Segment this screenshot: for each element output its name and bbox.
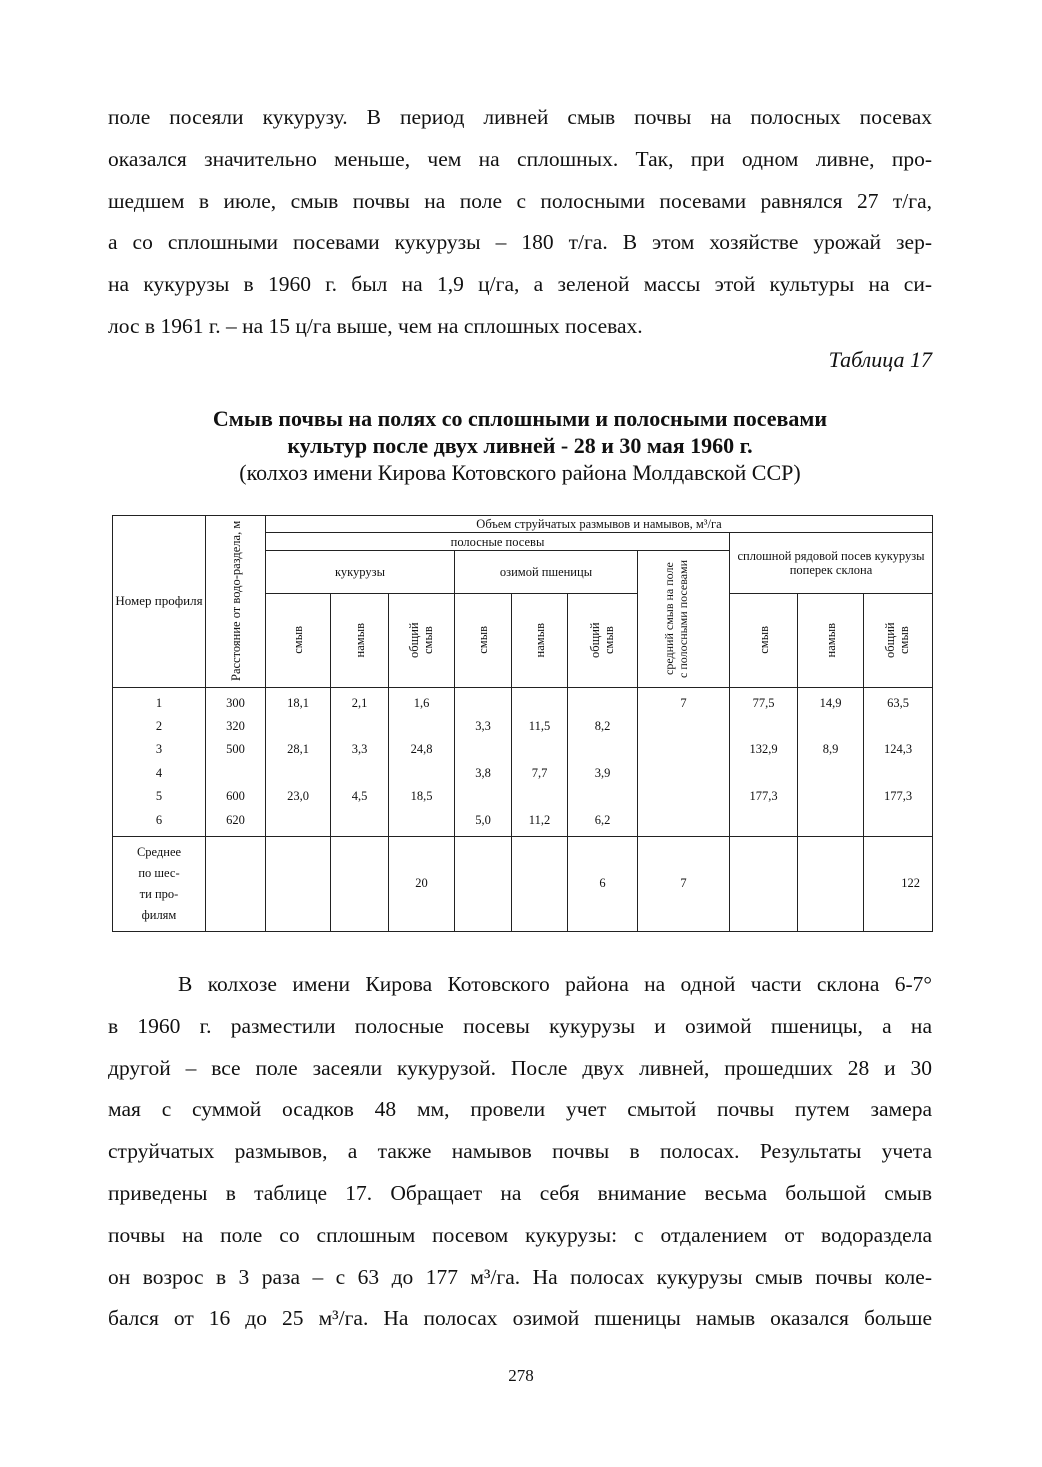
- text-line: а со сплошными посевами кукурузы – 180 т/га. В этом хозяйстве урожай зер-: [108, 230, 932, 255]
- table-cell: [455, 692, 511, 715]
- avg-wheat-total: 6: [568, 836, 638, 931]
- table-cell: 1: [155, 695, 163, 710]
- table-cell: 5,0: [475, 812, 491, 827]
- table-cell: 23,0: [287, 789, 309, 804]
- header-solid-deposit: [798, 593, 864, 687]
- table-cell: 3,9: [594, 765, 611, 780]
- table-cell: [798, 762, 863, 785]
- col-distance: [206, 687, 266, 836]
- table-cell: [389, 715, 454, 738]
- table-cell: 8,2: [594, 719, 611, 734]
- table-cell: [512, 692, 567, 715]
- text-line: другой – все поле засеяли кукурузой. После двух ливней, прошедших 28 и 30: [108, 1055, 932, 1080]
- table-cell: [266, 715, 330, 738]
- table-cell: [730, 762, 797, 785]
- text-line: струйчатых размывов, а также намывов почвы в полосах. Результаты учета: [108, 1139, 932, 1164]
- col-corn-wash: [266, 687, 331, 836]
- header-group-solid: сплошной рядовой посев кукурузы поперек склона: [730, 533, 933, 593]
- table-cell: [266, 809, 330, 832]
- header-group-main: Объем струйчатых размывов и намывов, м³/га: [266, 516, 933, 533]
- table-cell: 320: [226, 719, 245, 734]
- header-text: смыв: [291, 626, 305, 655]
- table-cell: [730, 836, 798, 931]
- text-line: оказался значительно меньше, чем на сплошных. Так, при одном ливне, про-: [108, 146, 932, 171]
- table-cell: 1,6: [413, 695, 430, 710]
- table-cell: [331, 715, 388, 738]
- table-cell: [455, 785, 511, 808]
- data-table: [112, 515, 933, 932]
- table-cell: 28,1: [287, 742, 309, 757]
- col-solid-deposit: [798, 687, 864, 836]
- header-distance-text: Расстояние от водо-раздела, м: [228, 521, 243, 682]
- header-wheat-total: [568, 593, 638, 687]
- table-cell: 4,5: [351, 789, 368, 804]
- table-cell: [389, 762, 454, 785]
- col-profiles: [113, 687, 206, 836]
- table-cell: 3,3: [351, 742, 368, 757]
- table-cell: [512, 738, 567, 761]
- table-cell: [331, 809, 388, 832]
- text-line: В колхозе имени Кирова Котовского района на одной части склона 6-7°: [178, 972, 932, 996]
- col-wheat-total: [568, 687, 638, 836]
- header-corn-total: [389, 593, 455, 687]
- table-cell: [638, 738, 729, 761]
- header-corn-wash: [266, 593, 331, 687]
- label-line: по шес-: [138, 865, 180, 880]
- table-cell: 11,2: [528, 812, 551, 827]
- col-corn-total: [389, 687, 455, 836]
- text-line: лос в 1961 г. – на 15 ц/га выше, чем на сплошных посевах.: [108, 313, 643, 338]
- table-cell: [730, 715, 797, 738]
- header-sub-corn: кукурузы: [266, 550, 455, 593]
- table-cell: 300: [226, 695, 245, 710]
- table-cell: 18,1: [287, 695, 309, 710]
- label-line: филям: [141, 907, 177, 922]
- table-cell: 63,5: [887, 695, 909, 710]
- header-corn-deposit: [331, 593, 389, 687]
- table-cell: [568, 785, 637, 808]
- table-cell: 4: [155, 765, 163, 780]
- table-cell: 7,7: [531, 765, 548, 780]
- table-cell: 600: [226, 789, 245, 804]
- table-cell: 132,9: [749, 742, 778, 757]
- table-cell: [638, 762, 729, 785]
- table-cell: 3,3: [475, 719, 491, 734]
- text-line: бался от 16 до 25 м³/га. На полосах озимой пшеницы намыв оказался больше: [108, 1306, 932, 1331]
- table-cell: [455, 836, 512, 931]
- header-text: общий смыв: [587, 622, 616, 658]
- table-cell: [331, 836, 389, 931]
- header-solid-total: [864, 593, 933, 687]
- table-cell: [206, 836, 266, 931]
- table-cell: 177,3: [749, 789, 778, 804]
- table-cell: [455, 738, 511, 761]
- table-cell: 3: [155, 742, 163, 757]
- header-wheat-wash: [455, 593, 512, 687]
- table-title: [108, 405, 932, 486]
- header-sub-wheat: озимой пшеницы: [455, 550, 638, 593]
- table-cell: 500: [226, 742, 245, 757]
- table-cell: 6,2: [594, 812, 611, 827]
- header-text: общий смыв: [406, 622, 435, 658]
- average-row-label: [113, 836, 206, 931]
- col-avg-strip: [638, 687, 730, 836]
- table-cell: [206, 762, 265, 785]
- avg-strip-value: 7: [638, 836, 730, 931]
- table-cell: 11,5: [528, 719, 551, 734]
- table-cell: [798, 785, 863, 808]
- table-cell: [389, 809, 454, 832]
- table-cell: [266, 836, 331, 931]
- table-cell: [798, 836, 864, 931]
- header-avg-strip: [638, 550, 730, 687]
- header-group-strip: полосные посевы: [266, 533, 730, 550]
- header-text: смыв: [476, 626, 490, 655]
- table-caption: Таблица 17: [828, 347, 932, 372]
- label-line: Среднее: [136, 844, 182, 859]
- table-cell: [730, 809, 797, 832]
- table-cell: [568, 692, 637, 715]
- header-text: смыв: [756, 626, 771, 655]
- table-cell: [798, 715, 863, 738]
- table-cell: 124,3: [883, 742, 913, 757]
- header-avg-strip-text: средний смыв на поле с полосными посевами: [661, 559, 690, 678]
- table-cell: [798, 809, 863, 832]
- text-line: поле посеяли кукурузу. В период ливней смыв почвы на полосных посевах: [108, 105, 932, 129]
- table-cell: 18,5: [410, 789, 433, 804]
- col-corn-deposit: [331, 687, 389, 836]
- table-cell: 2: [155, 719, 163, 734]
- text-line: на кукурузы в 1960 г. был на 1,9 ц/га, а зеленой массы этой культуры на си-: [108, 272, 932, 297]
- header-distance: [206, 516, 266, 688]
- header-text: намыв: [823, 622, 838, 658]
- table-cell: 620: [226, 812, 245, 827]
- col-wheat-deposit: [512, 687, 568, 836]
- text-line: он возрос в 3 раза – с 63 до 177 м³/га. На полосах кукурузы смыв почвы коле-: [108, 1264, 932, 1289]
- text-line: шедшем в июле, смыв почвы на поле с полосными посевами равнялся 27 т/га,: [108, 188, 932, 213]
- table-cell: [638, 785, 729, 808]
- page-number: 278: [508, 1366, 534, 1385]
- label-line: ти про-: [139, 886, 179, 901]
- table-cell: 177,3: [883, 789, 913, 804]
- text-line: в 1960 г. разместили полосные посевы кукурузы и озимой пшеницы, а на: [108, 1013, 932, 1038]
- table-cell: [638, 809, 729, 832]
- table-cell: 24,8: [410, 742, 433, 757]
- table-cell: [638, 715, 729, 738]
- col-wheat-wash: [455, 687, 512, 836]
- table-cell: 5: [155, 789, 163, 804]
- header-text: общий смыв: [883, 622, 911, 658]
- table-title-line: Смыв почвы на полях со сплошными и полосными посевами: [212, 406, 828, 431]
- top-paragraph: [108, 97, 932, 348]
- table-average-row: [113, 836, 933, 931]
- table-cell: [331, 762, 388, 785]
- avg-solid-total: 122: [864, 836, 933, 931]
- table-cell: 2,1: [351, 695, 368, 710]
- table-subtitle: (колхоз имени Кирова Котовского района Молдавской ССР): [239, 460, 801, 485]
- text-line: приведены в таблице 17. Обращает на себя внимание весьма большой смыв: [108, 1180, 932, 1205]
- table-cell: 77,5: [752, 695, 775, 710]
- header-text: намыв: [352, 622, 367, 658]
- avg-corn-total: 20: [389, 836, 455, 931]
- header-text: намыв: [532, 622, 547, 658]
- table-body-row: [113, 687, 933, 836]
- header-profile: Номер профиля: [113, 516, 206, 688]
- table-cell: [864, 715, 932, 738]
- table-cell: 6: [155, 812, 163, 827]
- table-cell: [266, 762, 330, 785]
- table-cell: 8,9: [822, 742, 839, 757]
- table-title-line: культур после двух ливней - 28 и 30 мая 1960 г.: [287, 433, 753, 458]
- col-solid-total: [864, 687, 933, 836]
- table-cell: 14,9: [819, 695, 842, 710]
- bottom-paragraph: [108, 964, 932, 1340]
- table-cell: 7: [680, 695, 687, 710]
- header-solid-wash: [730, 593, 798, 687]
- table-cell: [512, 836, 568, 931]
- text-line: почвы на поле со сплошным посевом кукурузы: с отдалением от водораздела: [108, 1222, 932, 1247]
- table-cell: [568, 738, 637, 761]
- text-line: мая с суммой осадков 48 мм, провели учет смытой почвы путем замера: [108, 1097, 932, 1122]
- table-cell: [864, 809, 932, 832]
- table-cell: [512, 785, 567, 808]
- header-wheat-deposit: [512, 593, 568, 687]
- table-cell: [864, 762, 932, 785]
- col-solid-wash: [730, 687, 798, 836]
- table-cell: 3,8: [475, 765, 491, 780]
